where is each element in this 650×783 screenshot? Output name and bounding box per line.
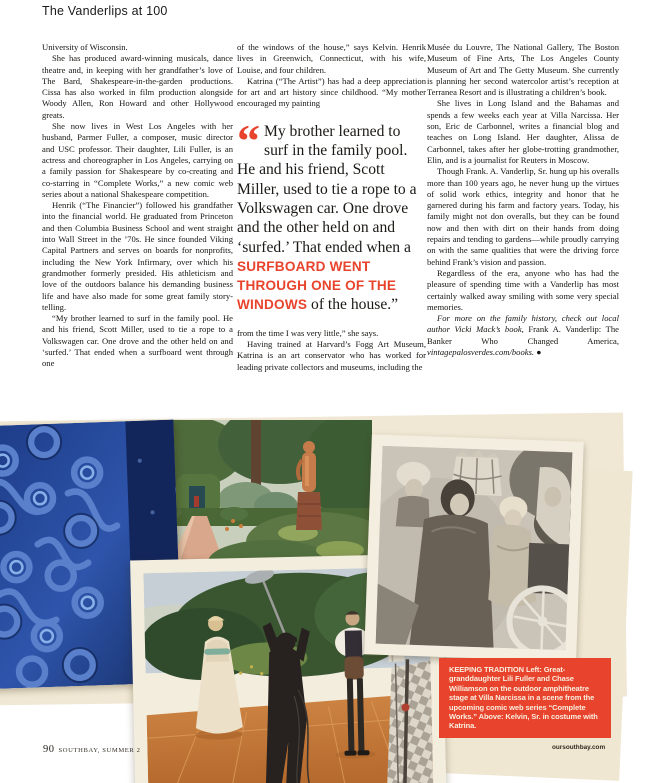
pull-quote: [237, 114, 426, 315]
quote-mark-icon: “: [237, 114, 260, 166]
paragraph: Katrina (“The Artist”) has had a deep appreciation for art and art history since childhood. “My mother encouraged my painting: [237, 75, 426, 109]
paragraph: Henrik (“The Financier”) followed his grandfather into the financial world. He graduated from Princeton and then Columbia Business School and went straight into Wall Street in the ’70s. He since founded Viking Capital Partners and serves on boards for nonprofits, including the New York Infirmary, over which his grandmother formerly presided. His athleticism and love of the outdoors balance his demanding business life and have also made for some great family story-telling.: [42, 200, 233, 312]
magazine-name: SOUTHBAY, SUMMER 2: [58, 747, 141, 754]
paragraph: of the windows of the house,” says Kelvin. Henrik lives in Greenwich, Connecticut, with his wife, Louise, and four children.: [237, 42, 426, 75]
folio-right-url: oursouthbay.com: [552, 744, 606, 751]
paragraph: Though Frank. A. Vanderlip, Sr. hung up his overalls more than 100 years ago, he never hung up the virtues of solid work ethics, integrity and honor that he garnered during his farm and factory years. Today, his family might not don overalls, but they can be found now and then with dirt on their hands from doing repairs and tending to gardens—while proudly carrying on with the same qualities that were the driving force behind Frank’s vision and passion.: [427, 166, 619, 267]
garden-image: [148, 420, 372, 574]
photo-garden: [148, 420, 372, 574]
paragraph: “My brother learned to surf in the family pool. He and his friend, Scott Miller, used to tie a rope to a Volkswagen car. One drove and the other held on and ‘surfed.’ That ended when a surfboard went through one: [42, 313, 233, 369]
running-head: The Vanderlips at 100: [42, 4, 168, 18]
paragraph: University of Wisconsin.: [42, 42, 128, 52]
pull-quote-highlight: SURFBOARD WENT THROUGH ONE OF THE WINDOWS: [237, 258, 397, 313]
article-column-3: [427, 42, 619, 358]
caption-label: KEEPING TRADITION: [449, 665, 524, 674]
article-column-1: [42, 42, 233, 370]
pull-quote-text-end: of the house.”: [307, 296, 399, 314]
paragraph: She lives in Long Island and the Bahamas and spends a few weeks each year at Villa Narcissa. Her son, Eric de Carbonnel, writes a financial blog and teaches on Long Island. Her daughter, Alissa de Carbonnel, takes after her globe-trotting grandmother, Elin, and is a journalist for Reuters in Moscow.: [427, 98, 619, 165]
black-white-image: [376, 446, 573, 651]
photo-caption-box: [439, 658, 611, 738]
paragraph: Having trained at Harvard’s Fogg Art Museum, Katrina is an art conservator who has worked for leading private collectors and museums, including the: [237, 339, 426, 372]
closing-url: vintagepalosverdes.com/books.: [427, 347, 535, 358]
closing-note: [427, 313, 619, 358]
page-number: 90: [43, 744, 55, 755]
photo-black-white: [364, 434, 584, 661]
article-column-2: [237, 42, 426, 373]
folio-left: [43, 739, 141, 757]
book-title: Frank A. Vanderlip: The Banker Who Changed America,: [427, 324, 619, 346]
paragraph: Regardless of the era, anyone who has had the pleasure of spending time with a Vanderlip has most certainly walked away smiling with some very special memories.: [427, 267, 619, 312]
caption-text: Left: Great-granddaughter Lili Fuller and Chase Williamson on the outdoor amphitheatre stage at Villa Narcissa in a scene from the upcoming comic web series “Complete Works.” Above: Kelvin, Sr. in costume with Katrina.: [449, 665, 598, 731]
pull-quote-text: My brother learned to surf in the family pool. He and his friend, Scott Miller, used to tie a rope to a Volkswagen car. One drove and the other held on and ‘surfed.’ That ended when a: [237, 122, 417, 256]
end-mark-icon: ●: [534, 347, 542, 358]
paragraph: She has produced award-winning musicals, dance theatre and, in keeping with her grandfather’s love of The Bard, Shakespeare-in-the-garden productions. Cissa has also worked in film production alongside Woody Allen, Ron Howard and other Hollywood greats.: [42, 53, 233, 120]
paragraph: She now lives in West Los Angeles with her husband, Parmer Fuller, a composer, music director and USC professor. Their daughter, Lili Fuller, is an actress and choreographer in Los Angeles, carrying on a family passion for Shakespeare by co-creating and co-starring in “Complete Works,” a new comic web series about a national Shakespeare competition.: [42, 121, 233, 199]
closing-note-italic: For more on the family history, check out local author Vicki Mack’s book,: [427, 313, 619, 335]
paragraph: Musée du Louvre, The National Gallery, The Boston Museum of Fine Arts, The Los Angeles County Museum of Art and The Getty Museum. She currently is planning her second watercolor artist’s reception at Terranea Resort and is illustrating a children’s book.: [427, 42, 619, 98]
paragraph: from the time I was very little,” she says.: [237, 327, 379, 338]
